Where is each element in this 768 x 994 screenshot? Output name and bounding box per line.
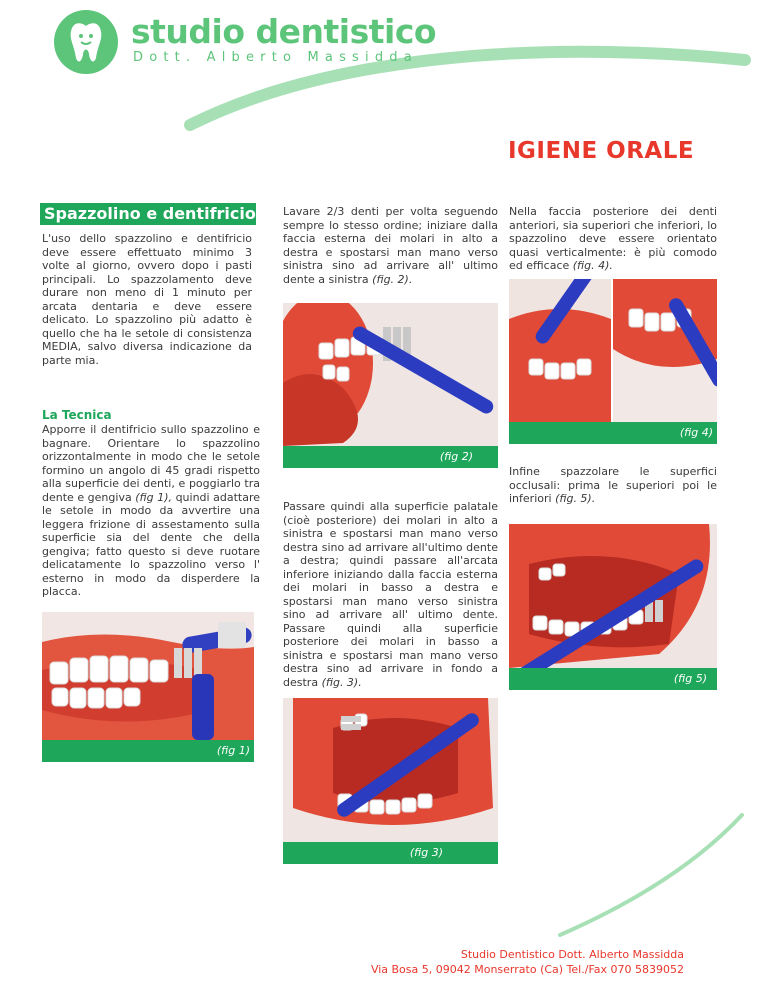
technique-paragraph: Apporre il dentifricio sullo spazzolino e bagnare. Orientare lo spazzolino orizzontalmente in modo che le setole formino un angolo di 45 gradi rispetto alla superficie dei denti, e poggiarlo tra dente e gengiva (fig 1), quindi adattare le setole in modo da avvertire una leggera frizione di assestamento sulla superficie sia del dente che della gengiva; fatto questo si deve ruotare delicatamente lo spazzolino verso l' esterno in modo da disperdere la placca.: [42, 423, 261, 598]
footer-studio-name: Studio Dentistico Dott. Alberto Massidda: [460, 948, 684, 961]
figure-2: [283, 303, 498, 468]
footer-address: Via Bosa 5, 09042 Monserrato (Ca) Tel./Fax 070 5839052: [370, 963, 684, 976]
figure-3-illustration: [283, 698, 498, 842]
intro-paragraph: L'uso dello spazzolino e dentifricio deve essere effettuato minimo 3 volte al giorno, ovvero dopo i pasti principali. Lo spazzolamento deve durare non meno di 1 minuto per arcata dentaria e deve essere delicato. Lo spazzolino più adatto è quello che ha le setole di consistenza MEDIA, salvo diversa indicazione da parte mia.: [42, 232, 252, 367]
technique-heading: La Tecnica: [42, 408, 112, 422]
figure-4: [509, 279, 717, 444]
figure-3: [283, 698, 498, 864]
figure-1-illustration: [42, 612, 254, 740]
col2-paragraph-1: Lavare 2/3 denti per volta seguendo sempre lo stesso ordine; iniziare dalla faccia esterna dei molari in alto a destra e spostarsi man mano verso sinistra sino ad arrivare all' ultimo dente a sinistra (fig. 2).: [283, 205, 498, 286]
figure-4-illustration: [509, 279, 717, 422]
figure-5: [509, 524, 717, 690]
figure-5-caption: (fig 5): [509, 668, 717, 690]
logo-tooth-icon: [54, 10, 118, 74]
brand-subtitle: Dott. Alberto Massidda: [133, 50, 418, 65]
figure-5-illustration: [509, 524, 717, 668]
brand-name: studio dentistico: [131, 12, 437, 51]
section-heading: Spazzolino e dentifricio: [40, 203, 256, 225]
col2-paragraph-2: Passare quindi alla superficie palatale (cioè posteriore) dei molari in alto a sinistra e spostarsi man mano verso destra sino ad arrivare all'ultimo dente a destra; quindi passare all'arcata inferiore iniziando dalla faccia esterna dei molari in basso a destra e spostarsi man mano verso sinistra sino ad arrivare all' ultimo dente. Passare quindi alla superficie posteriore dei molari in basso a sinistra e spostarsi man mano verso destra sino ad arrivare in fondo a destra (fig. 3).: [283, 500, 498, 689]
col3-paragraph-2: Infine spazzolare le superfici occlusali: prima le superiori poi le inferiori (fig. 5).: [509, 465, 717, 505]
page-title: IGIENE ORALE: [508, 138, 695, 164]
figure-3-caption: (fig 3): [283, 842, 498, 864]
col3-paragraph-1: Nella faccia posteriore dei denti anteriori, sia superiori che inferiori, lo spazzolino deve essere orientato quasi verticalmente: è più comodo ed efficace (fig. 4).: [509, 205, 717, 272]
figure-2-illustration: [283, 303, 498, 446]
figure-2-caption: (fig 2): [283, 446, 498, 468]
figure-1: [42, 612, 254, 762]
figure-4-caption: (fig 4): [509, 422, 717, 444]
figure-1-caption: (fig 1): [42, 740, 254, 762]
